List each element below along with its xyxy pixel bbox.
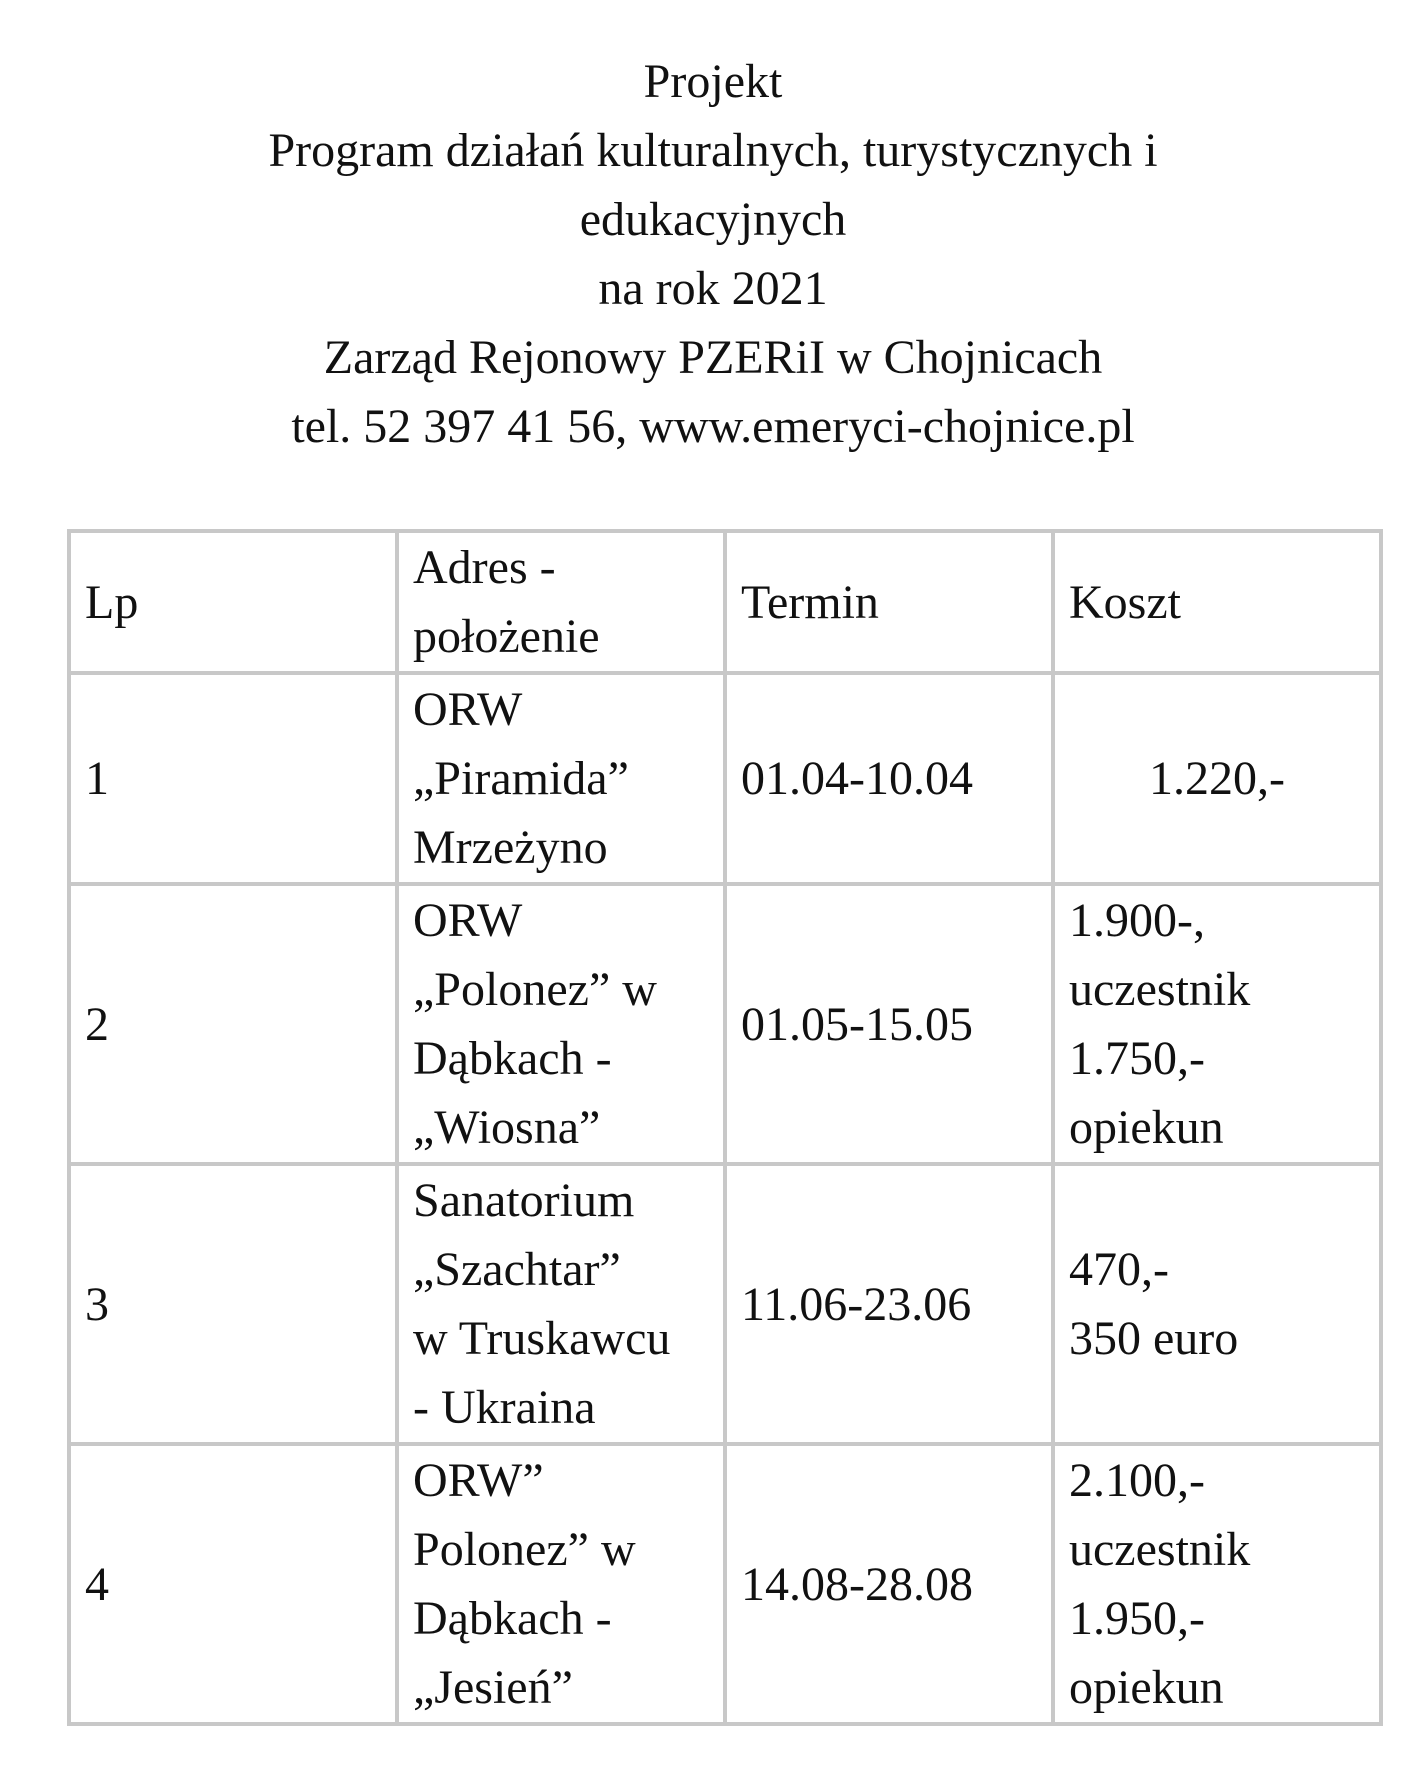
table-row: [69, 884, 1381, 1164]
cell-adres: ORW” Polonez” w Dąbkach - „Jesień”: [397, 1444, 725, 1724]
table-header-row: [69, 531, 1381, 673]
column-header-lp: Lp: [69, 531, 397, 673]
cell-termin: 14.08-28.08: [725, 1444, 1053, 1724]
cell-koszt: 1.220,-: [1053, 673, 1381, 884]
cell-koszt: 470,- 350 euro: [1053, 1164, 1381, 1444]
column-header-adres: Adres - położenie: [397, 531, 725, 673]
cell-termin: 11.06-23.06: [725, 1164, 1053, 1444]
header-program-line-cont: edukacyjnych: [579, 193, 847, 246]
program-table-wrapper: [67, 529, 1383, 1726]
cell-termin: 01.04-10.04: [725, 673, 1053, 884]
cell-adres: Sanatorium „Szachtar” w Truskawcu - Ukraina: [397, 1164, 725, 1444]
cell-lp: 3: [69, 1164, 397, 1444]
cell-koszt: 1.900-, uczestnik 1.750,- opiekun: [1053, 884, 1381, 1164]
cell-lp: 4: [69, 1444, 397, 1724]
cell-adres: ORW „Piramida” Mrzeżyno: [397, 673, 725, 884]
header-title: Projekt: [643, 55, 783, 108]
table-row: [69, 673, 1381, 884]
column-header-koszt: Koszt: [1053, 531, 1381, 673]
table-row: [69, 1164, 1381, 1444]
header-year: na rok 2021: [598, 262, 828, 315]
program-table: [67, 529, 1383, 1726]
cell-termin: 01.05-15.05: [725, 884, 1053, 1164]
cell-lp: 2: [69, 884, 397, 1164]
header-organization: Zarząd Rejonowy PZERiI w Chojnicach: [323, 331, 1103, 384]
header-program-line: Program działań kulturalnych, turystycznych i: [268, 124, 1158, 177]
cell-adres: ORW „Polonez” w Dąbkach - „Wiosna”: [397, 884, 725, 1164]
column-header-termin: Termin: [725, 531, 1053, 673]
cell-lp: 1: [69, 673, 397, 884]
header-contact: tel. 52 397 41 56, www.emeryci-chojnice.pl: [291, 400, 1135, 453]
document-header: [0, 47, 1426, 461]
cell-koszt: 2.100,- uczestnik 1.950,- opiekun: [1053, 1444, 1381, 1724]
table-row: [69, 1444, 1381, 1724]
